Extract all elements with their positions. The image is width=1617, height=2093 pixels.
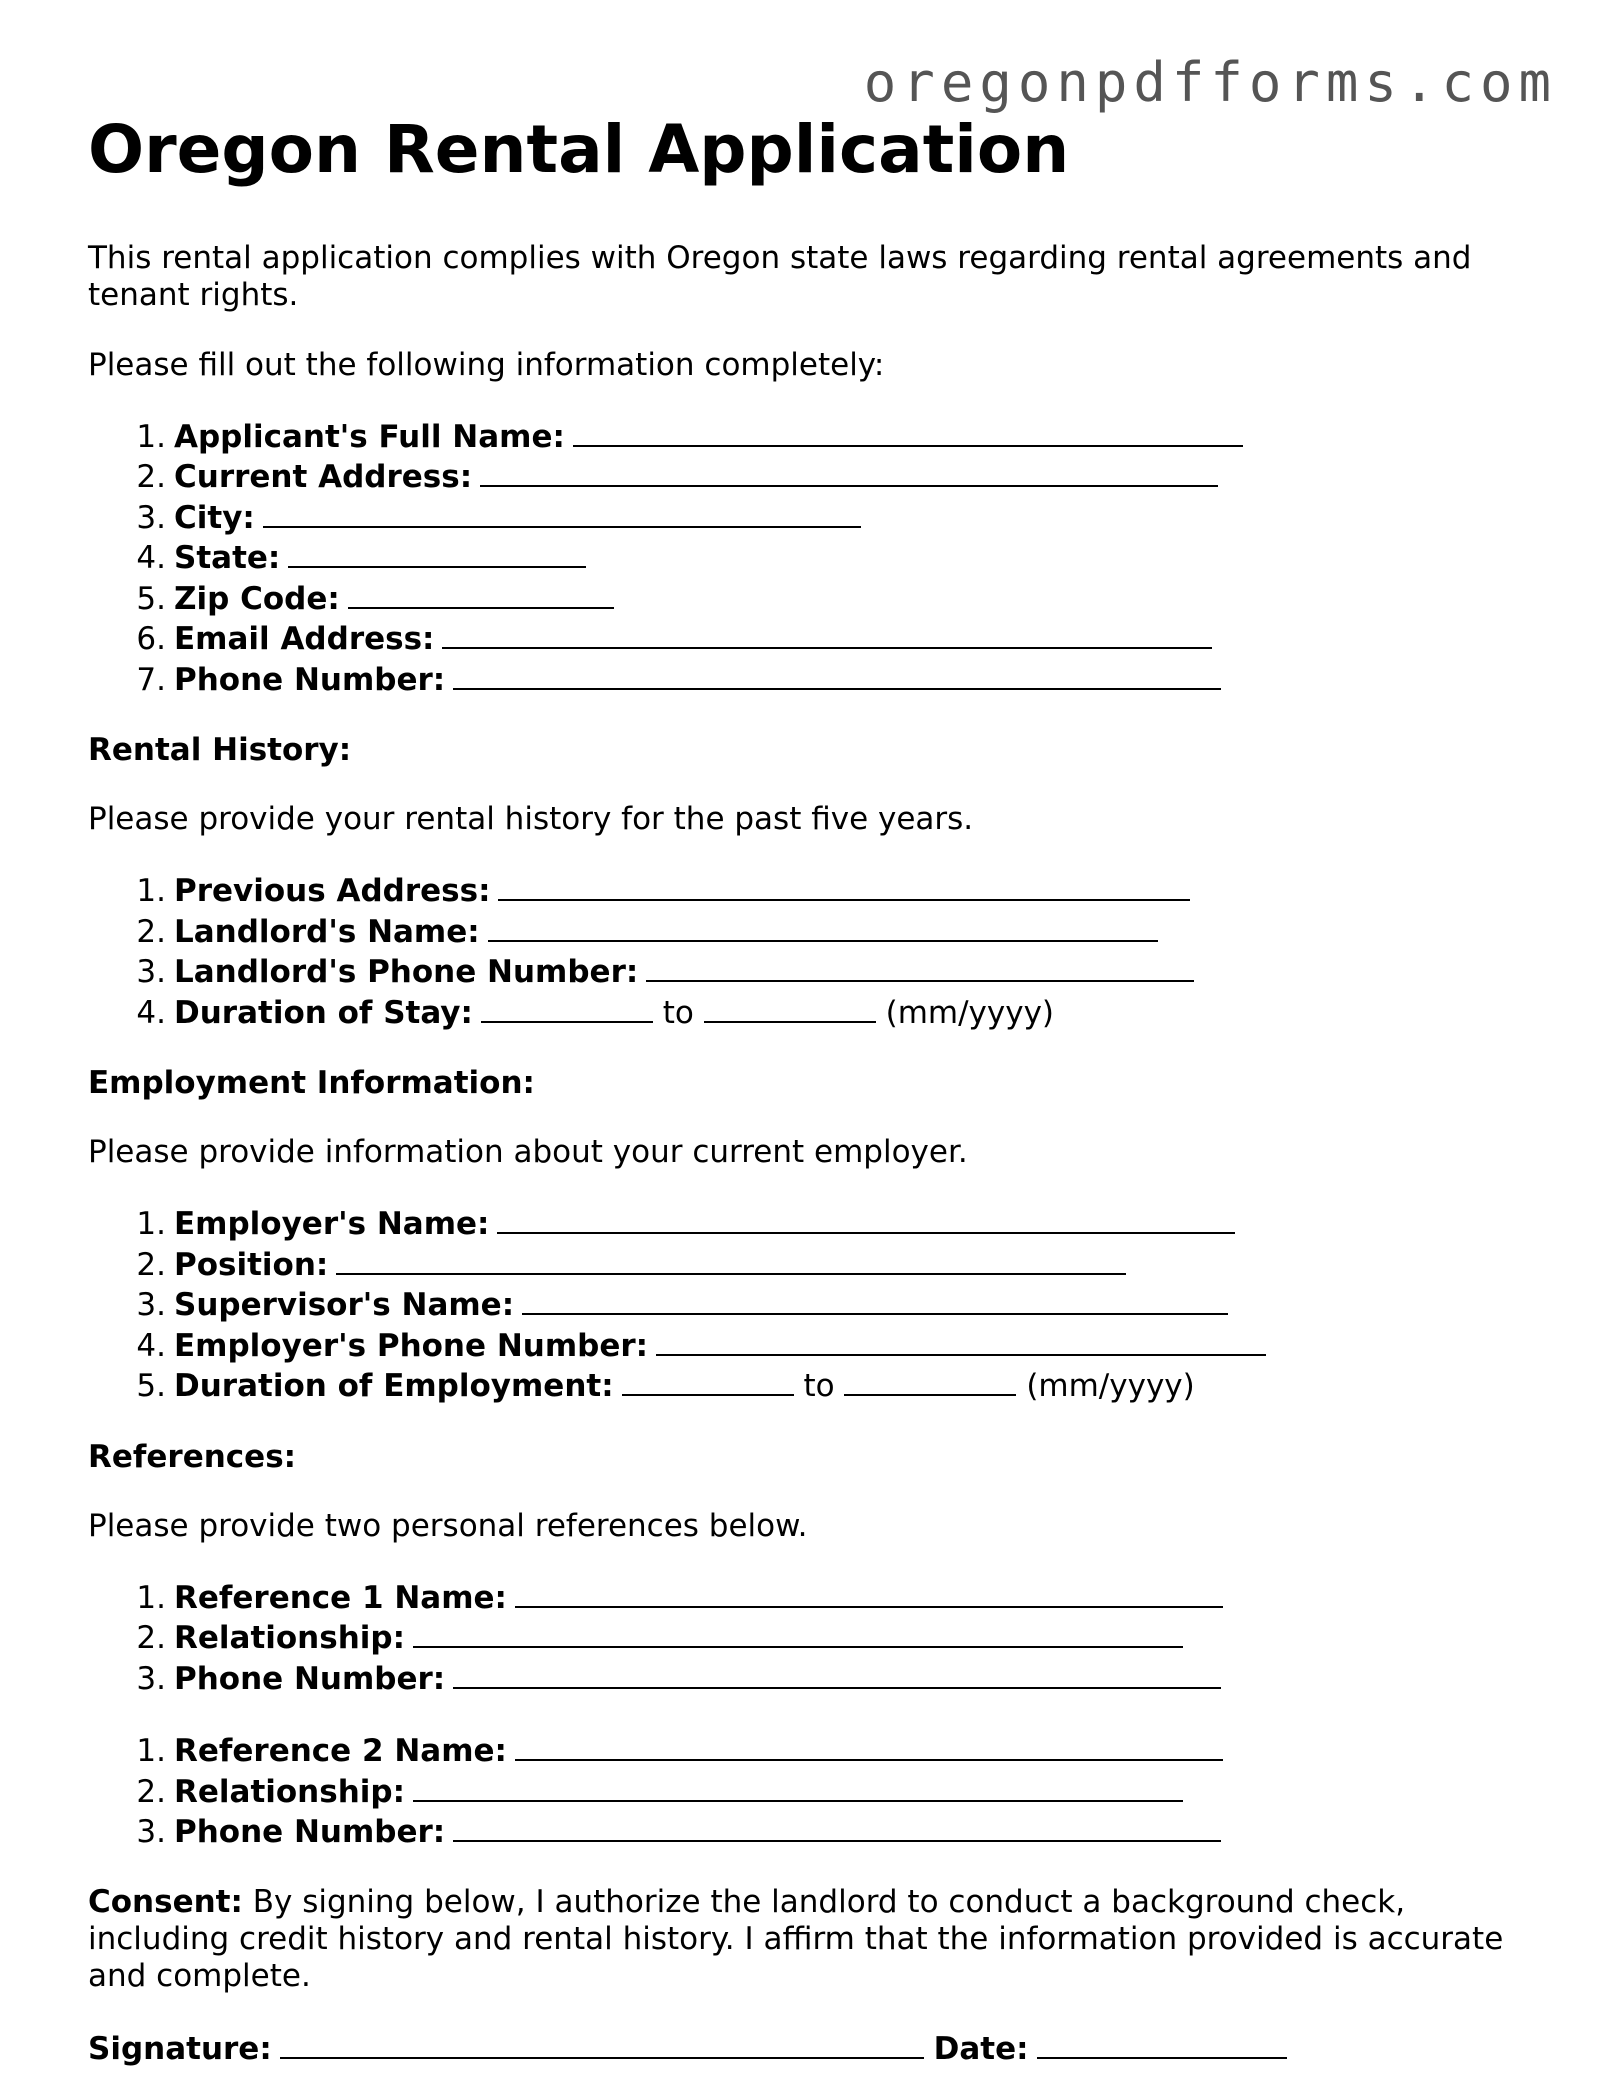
item-number: 4. bbox=[136, 1327, 166, 1364]
list-item bbox=[88, 1658, 1528, 1699]
item-number: 6. bbox=[136, 621, 166, 658]
item-number: 1. bbox=[136, 1206, 166, 1243]
list-item bbox=[88, 1203, 1528, 1244]
field-label: Applicant's Full Name: bbox=[174, 418, 565, 455]
list-item bbox=[88, 1244, 1528, 1285]
list-item bbox=[88, 992, 1528, 1033]
list-item bbox=[88, 659, 1528, 700]
list-item bbox=[88, 1730, 1528, 1771]
references-title: References: bbox=[88, 1438, 297, 1475]
reference2-phone-field[interactable] bbox=[453, 1811, 1221, 1842]
field-label: Relationship: bbox=[174, 1620, 405, 1657]
item-number: 5. bbox=[136, 580, 166, 617]
field-label: Reference 2 Name: bbox=[174, 1733, 507, 1770]
list-item bbox=[88, 1284, 1528, 1325]
field-label: Email Address: bbox=[174, 621, 435, 658]
item-number: 2. bbox=[136, 1773, 166, 1810]
employer-name-field[interactable] bbox=[497, 1203, 1235, 1234]
item-number: 1. bbox=[136, 873, 166, 910]
signature-field[interactable] bbox=[280, 2028, 924, 2059]
zip-code-field[interactable] bbox=[348, 578, 614, 609]
stay-end-field[interactable] bbox=[704, 992, 876, 1023]
field-label: City: bbox=[174, 499, 255, 536]
consent-paragraph bbox=[88, 1884, 1528, 1995]
date-format-hint: (mm/yyyy) bbox=[885, 994, 1055, 1031]
reference2-name-field[interactable] bbox=[515, 1730, 1223, 1761]
list-item bbox=[88, 1771, 1528, 1812]
date-label: Date: bbox=[933, 2030, 1029, 2067]
list-item bbox=[88, 870, 1528, 911]
field-label: Phone Number: bbox=[174, 661, 446, 698]
employment-title: Employment Information: bbox=[88, 1065, 535, 1102]
rental-history-list bbox=[88, 870, 1528, 1032]
item-number: 3. bbox=[136, 954, 166, 991]
consent-label: Consent: bbox=[88, 1883, 243, 1920]
signature-label: Signature: bbox=[88, 2030, 272, 2067]
item-number: 3. bbox=[136, 1814, 166, 1851]
email-field[interactable] bbox=[442, 618, 1212, 649]
list-item bbox=[88, 911, 1528, 952]
signature-row bbox=[88, 2028, 1528, 2068]
field-label: Landlord's Phone Number: bbox=[174, 954, 639, 991]
item-number: 7. bbox=[136, 661, 166, 698]
instructions-text: Please fill out the following information completely: bbox=[88, 346, 885, 383]
item-number: 2. bbox=[136, 1246, 166, 1283]
to-label: to bbox=[662, 994, 694, 1031]
field-label: Employer's Name: bbox=[174, 1206, 490, 1243]
intro-text: This rental application complies with Oregon state laws regarding rental agreements and tenant rights. bbox=[88, 239, 1472, 313]
employment-start-field[interactable] bbox=[622, 1365, 794, 1396]
phone-field[interactable] bbox=[453, 659, 1221, 690]
previous-address-field[interactable] bbox=[498, 870, 1190, 901]
full-name-field[interactable] bbox=[573, 416, 1243, 447]
reference1-name-field[interactable] bbox=[515, 1577, 1223, 1608]
city-field[interactable] bbox=[263, 497, 861, 528]
rental-history-title: Rental History: bbox=[88, 732, 352, 769]
field-label: Phone Number: bbox=[174, 1660, 446, 1697]
list-item bbox=[88, 951, 1528, 992]
item-number: 4. bbox=[136, 540, 166, 577]
rental-history-description: Please provide your rental history for the past five years. bbox=[88, 801, 974, 838]
reference1-phone-field[interactable] bbox=[453, 1658, 1221, 1689]
list-item bbox=[88, 578, 1528, 619]
field-label: Phone Number: bbox=[174, 1814, 446, 1851]
consent-text: By signing below, I authorize the landlord to conduct a background check, including credit history and rental history. I affirm that the information provided is accurate and complete. bbox=[88, 1883, 1504, 1994]
date-field[interactable] bbox=[1037, 2028, 1287, 2059]
item-number: 3. bbox=[136, 1660, 166, 1697]
list-item bbox=[88, 618, 1528, 659]
item-number: 2. bbox=[136, 459, 166, 496]
item-number: 5. bbox=[136, 1368, 166, 1405]
item-number: 3. bbox=[136, 1287, 166, 1324]
list-item bbox=[88, 1325, 1528, 1366]
list-item bbox=[88, 416, 1528, 457]
field-label: Reference 1 Name: bbox=[174, 1579, 507, 1616]
list-item bbox=[88, 497, 1528, 538]
form-page bbox=[88, 112, 1528, 2068]
field-label: Position: bbox=[174, 1246, 329, 1283]
employment-list bbox=[88, 1203, 1528, 1406]
position-field[interactable] bbox=[336, 1244, 1126, 1275]
supervisor-name-field[interactable] bbox=[522, 1284, 1228, 1315]
list-item bbox=[88, 456, 1528, 497]
employer-phone-field[interactable] bbox=[656, 1325, 1266, 1356]
field-label: Zip Code: bbox=[174, 580, 340, 617]
reference1-list bbox=[88, 1577, 1528, 1699]
field-label: State: bbox=[174, 540, 281, 577]
employment-end-field[interactable] bbox=[844, 1365, 1016, 1396]
current-address-field[interactable] bbox=[480, 456, 1218, 487]
field-label: Supervisor's Name: bbox=[174, 1287, 515, 1324]
reference2-list bbox=[88, 1730, 1528, 1852]
references-description: Please provide two personal references below. bbox=[88, 1507, 808, 1544]
to-label: to bbox=[803, 1368, 835, 1405]
field-label: Employer's Phone Number: bbox=[174, 1327, 649, 1364]
state-field[interactable] bbox=[288, 537, 586, 568]
reference1-relationship-field[interactable] bbox=[413, 1617, 1183, 1648]
date-format-hint: (mm/yyyy) bbox=[1026, 1368, 1195, 1405]
item-number: 1. bbox=[136, 418, 166, 455]
applicant-fields-list bbox=[88, 416, 1528, 700]
watermark: oregonpdfforms.com bbox=[863, 51, 1557, 114]
list-item bbox=[88, 1577, 1528, 1618]
reference2-relationship-field[interactable] bbox=[413, 1771, 1183, 1802]
item-number: 1. bbox=[136, 1579, 166, 1616]
list-item bbox=[88, 1811, 1528, 1852]
stay-start-field[interactable] bbox=[481, 992, 653, 1023]
field-label: Landlord's Name: bbox=[174, 913, 480, 950]
field-label: Duration of Stay: bbox=[174, 994, 473, 1031]
list-item bbox=[88, 1365, 1528, 1406]
list-item bbox=[88, 537, 1528, 578]
field-label: Relationship: bbox=[174, 1773, 405, 1810]
item-number: 4. bbox=[136, 994, 166, 1031]
item-number: 3. bbox=[136, 499, 166, 536]
item-number: 2. bbox=[136, 913, 166, 950]
field-label: Current Address: bbox=[174, 459, 473, 496]
field-label: Previous Address: bbox=[174, 873, 491, 910]
employment-description: Please provide information about your current employer. bbox=[88, 1134, 968, 1171]
item-number: 2. bbox=[136, 1620, 166, 1657]
list-item bbox=[88, 1617, 1528, 1658]
page-title: Oregon Rental Application bbox=[88, 111, 1070, 188]
landlord-phone-field[interactable] bbox=[646, 951, 1194, 982]
field-label: Duration of Employment: bbox=[174, 1368, 614, 1405]
landlord-name-field[interactable] bbox=[488, 911, 1158, 942]
item-number: 1. bbox=[136, 1733, 166, 1770]
